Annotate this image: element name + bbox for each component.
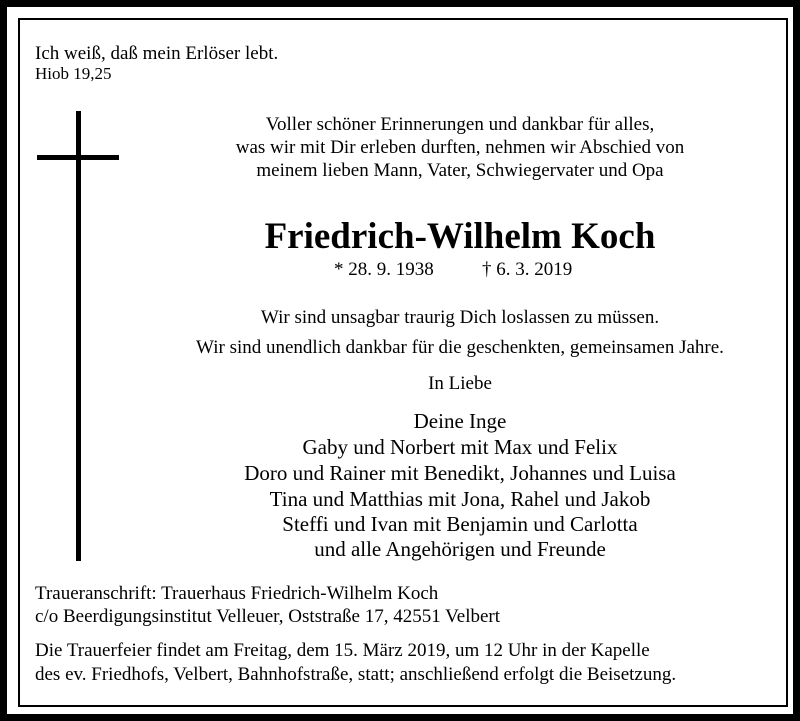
address-line: Traueranschrift: Trauerhaus Friedrich-Wilhelm Koch: [35, 583, 439, 604]
intro-line: was wir mit Dir erleben durften, nehmen wir Abschied von: [235, 137, 685, 158]
bible-quote: Ich weiß, daß mein Erlöser lebt.: [35, 43, 279, 64]
service-line: Die Trauerfeier findet am Freitag, dem 15. März 2019, um 12 Uhr in der Kapelle: [35, 640, 650, 661]
intro-line: Voller schöner Erinnerungen und dankbar für alles,: [265, 114, 655, 135]
bible-reference: Hiob 19,25: [35, 64, 112, 83]
cross-icon: [76, 111, 81, 561]
family-line: Tina und Matthias mit Jona, Rahel und Jakob: [269, 487, 651, 511]
death-date: † 6. 3. 2019: [482, 259, 573, 280]
intro-line: meinem lieben Mann, Vater, Schwiegervater und Opa: [256, 160, 664, 181]
family-line: Gaby und Norbert mit Max und Felix: [302, 435, 618, 459]
family-line: und alle Angehörigen und Freunde: [314, 537, 606, 561]
family-line: Deine Inge: [413, 409, 507, 433]
message-line: Wir sind unsagbar traurig Dich loslassen zu müssen.: [260, 307, 660, 328]
family-line: Doro und Rainer mit Benedikt, Johannes und Luisa: [244, 461, 676, 485]
address-line: c/o Beerdigungsinstitut Velleuer, Oststraße 17, 42551 Velbert: [35, 606, 501, 627]
message-line: Wir sind unendlich dankbar für die geschenkten, gemeinsamen Jahre.: [196, 337, 724, 358]
deceased-name: Friedrich-Wilhelm Koch: [264, 216, 656, 257]
closing: In Liebe: [428, 373, 492, 394]
birth-date: * 28. 9. 1938: [334, 259, 434, 280]
family-line: Steffi und Ivan mit Benjamin und Carlotta: [282, 512, 638, 536]
cross-icon-bar: [37, 155, 119, 160]
service-line: des ev. Friedhofs, Velbert, Bahnhofstraße, statt; anschließend erfolgt die Beisetzung.: [35, 664, 677, 685]
